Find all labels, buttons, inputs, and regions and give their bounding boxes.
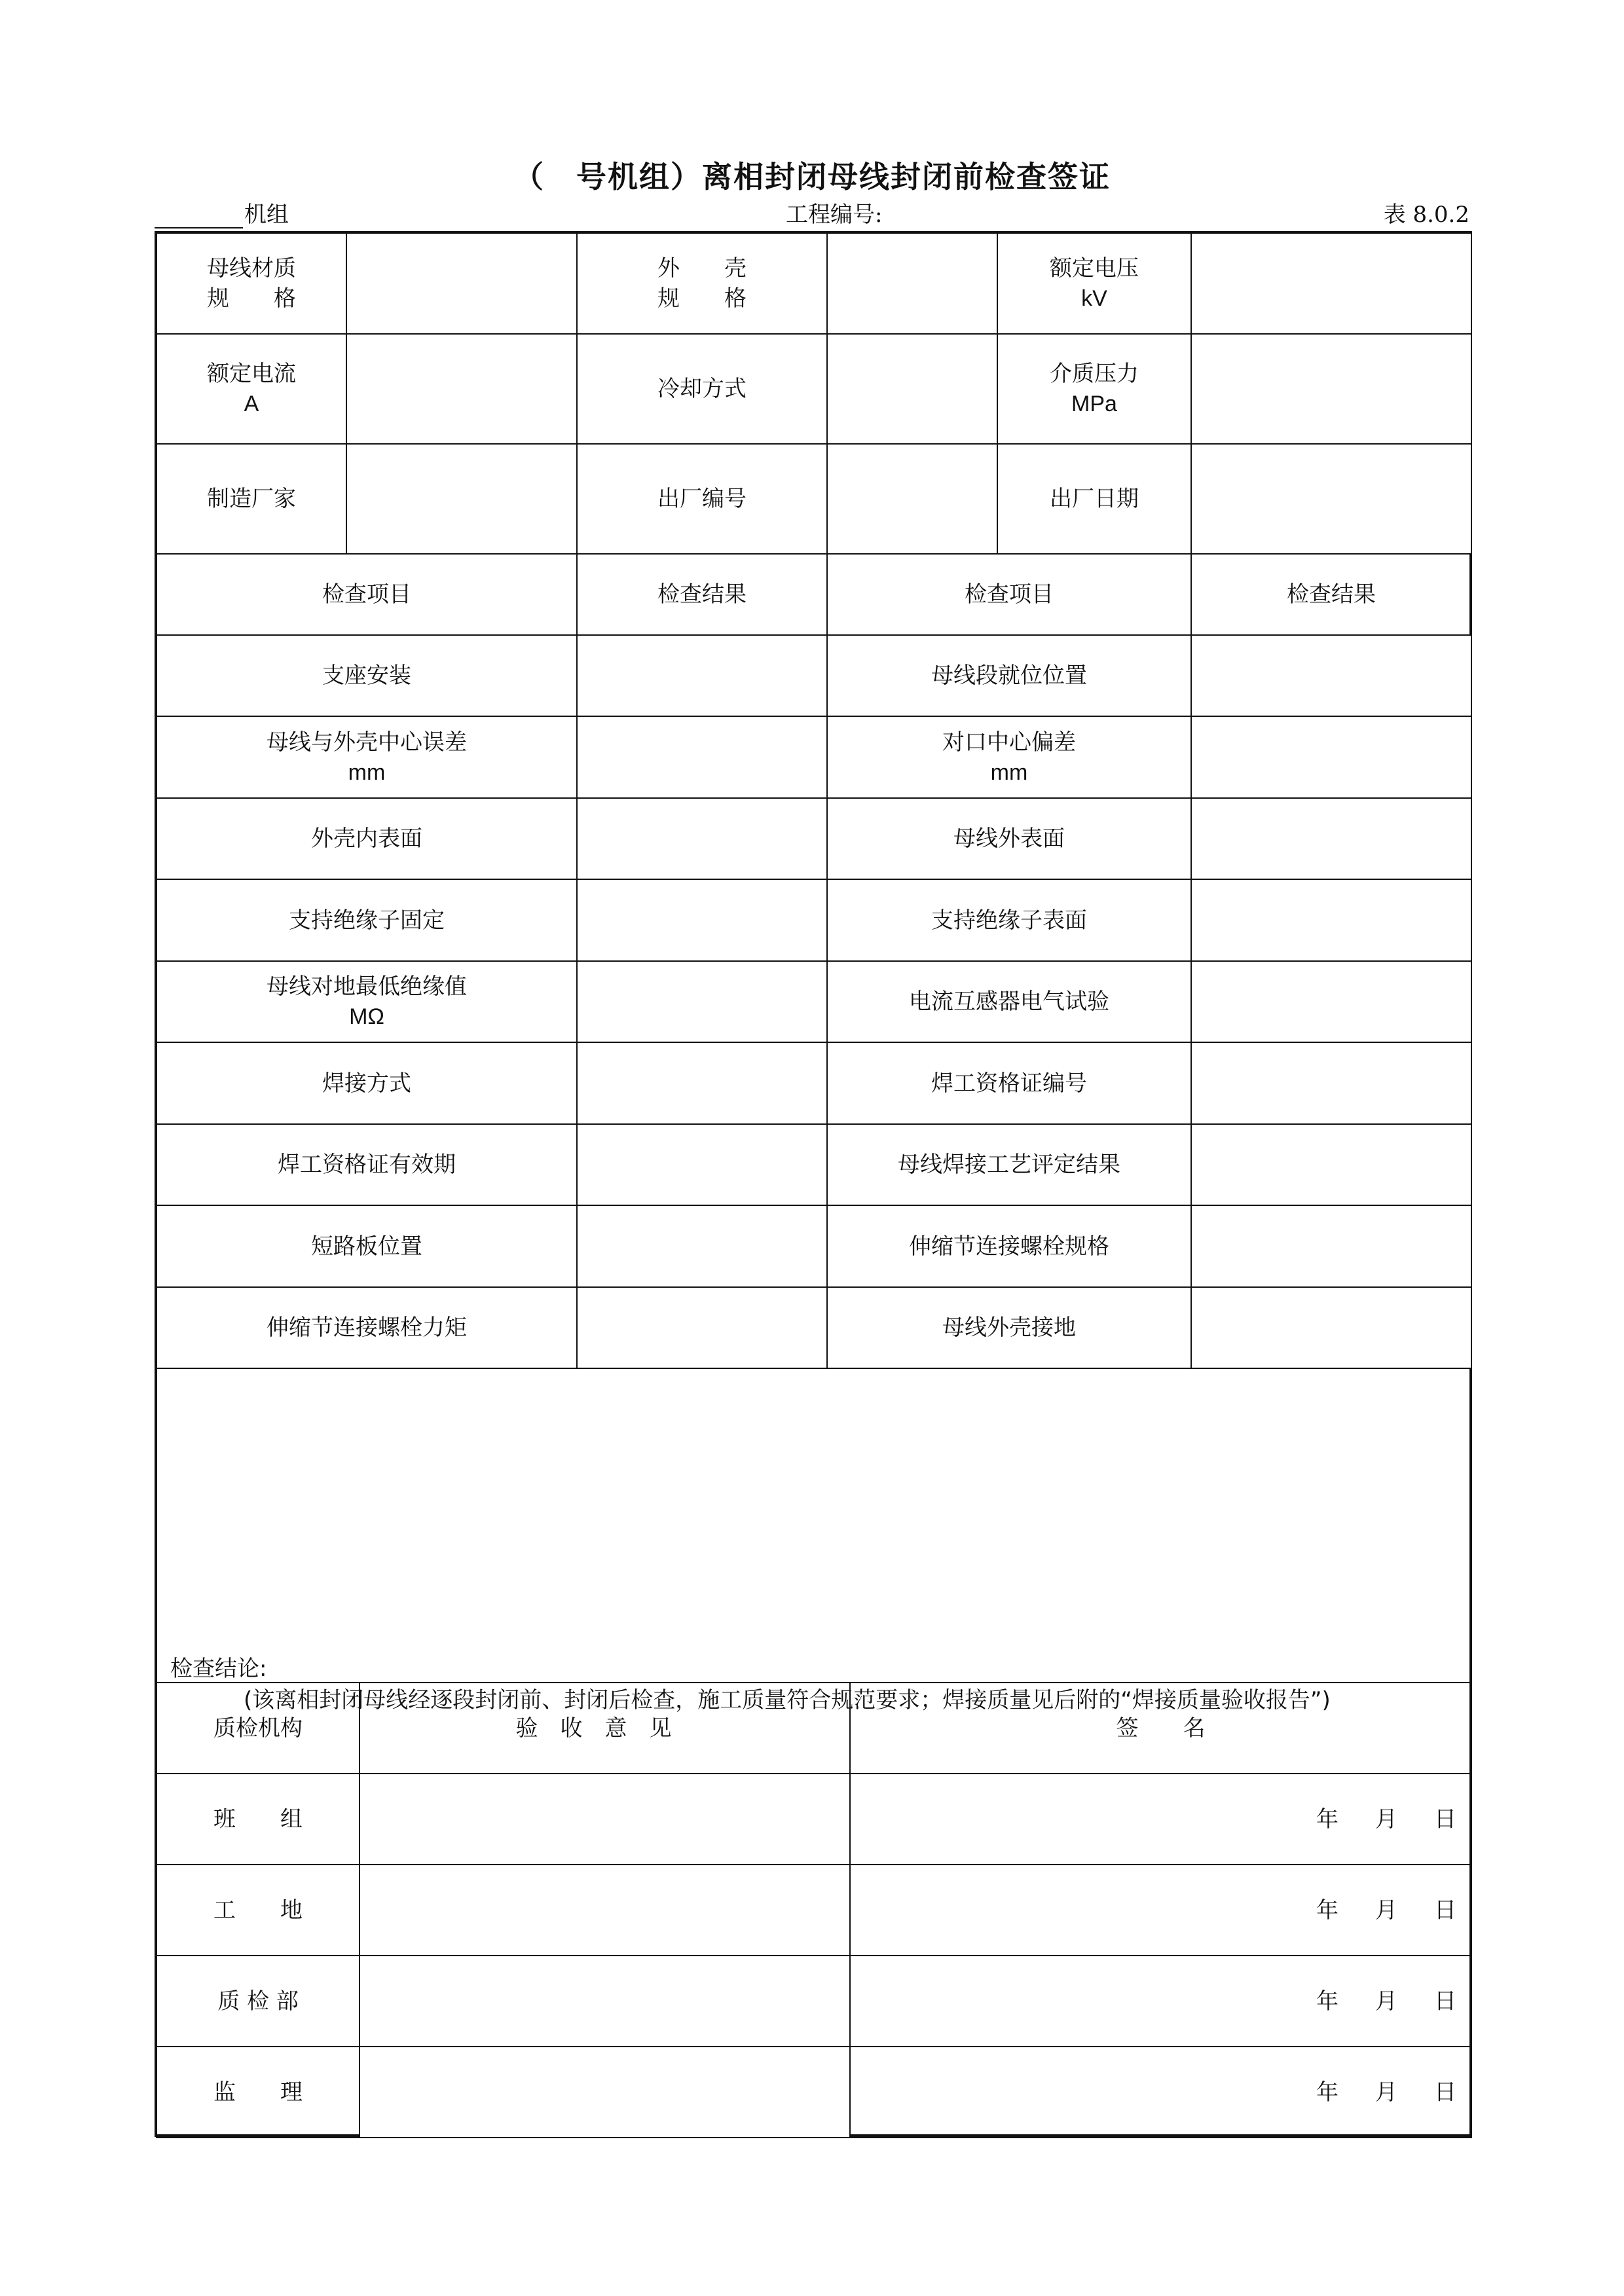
signoff-row [157,1774,1471,1865]
check-result-cell[interactable] [1191,635,1471,716]
check-item: 母线外表面 [827,798,1191,879]
check-result-cell[interactable] [577,1042,827,1124]
check-row [157,961,1471,1042]
check-result-cell[interactable] [1191,1205,1471,1287]
spec-label: 额定电压 kV [997,233,1191,334]
opinion-cell[interactable] [360,1774,850,1865]
opinion-cell[interactable] [360,1956,850,2047]
day-label: 日 [1434,1897,1456,1923]
check-item: 短路板位置 [157,1205,577,1287]
check-result-cell[interactable] [1191,879,1471,961]
spec-value-cell[interactable] [1191,444,1471,554]
month-label: 月 [1375,1897,1397,1923]
check-item: 母线外壳接地 [827,1287,1191,1368]
signoff-table [156,1682,1472,2138]
day-label: 日 [1434,1806,1456,1832]
check-result-header: 检查结果 [577,554,827,635]
spec-value-cell[interactable] [346,233,577,334]
signature-header: 签 名 [850,1683,1471,1774]
check-item-header: 检查项目 [157,554,577,635]
project-no-label: 工程编号: [786,202,883,228]
check-result-cell[interactable] [577,1205,827,1287]
check-item: 外壳内表面 [157,798,577,879]
spec-label: 介质压力 MPa [997,334,1191,444]
signoff-header-row [157,1683,1471,1774]
inspection-conclusion[interactable] [157,1373,1469,1713]
check-item: 焊工资格证编号 [827,1042,1191,1124]
spec-value-cell[interactable] [346,334,577,444]
opinion-header: 验收意见 [360,1683,850,1774]
check-item: 母线段就位位置 [827,635,1191,716]
spec-label: 冷却方式 [577,334,827,444]
signature-date-cell[interactable] [850,1774,1471,1865]
spec-row [157,444,1471,554]
day-label: 日 [1434,1988,1456,2014]
org-label: 质 检 部 [157,1956,360,2047]
spec-row [157,233,1471,334]
spec-value-cell[interactable] [827,444,997,554]
spec-value-cell[interactable] [827,233,997,334]
signature-date-cell[interactable] [850,1865,1471,1956]
spec-row [157,334,1471,444]
check-header-row [157,554,1471,635]
check-result-cell[interactable] [577,798,827,879]
check-result-cell[interactable] [577,1287,827,1368]
check-item-header: 检查项目 [827,554,1191,635]
inspection-form [155,231,1472,2137]
signature-date-cell[interactable] [850,1956,1471,2047]
check-item: 支持绝缘子固定 [157,879,577,961]
month-label: 月 [1375,1988,1397,2014]
signature-date-cell[interactable] [850,2047,1471,2138]
check-result-header: 检查结果 [1191,554,1471,635]
check-item: 电流互感器电气试验 [827,961,1191,1042]
table-number: 表 8.0.2 [1383,202,1469,228]
check-result-cell[interactable] [577,716,827,798]
year-label: 年 [1316,1897,1338,1923]
check-row [157,1287,1471,1368]
org-label: 工 地 [157,1865,360,1956]
spec-value-cell[interactable] [1191,233,1471,334]
document-title: （ 号机组）离相封闭母线封闭前检查签证 [513,159,1111,194]
spec-value-cell[interactable] [346,444,577,554]
unit-blank-line[interactable] [155,208,243,228]
check-row [157,798,1471,879]
org-header: 质检机构 [157,1683,360,1774]
check-result-cell[interactable] [1191,716,1471,798]
unit-label: 机组 [244,202,289,228]
signoff-row [157,1956,1471,2047]
check-item: 母线对地最低绝缘值 MΩ [157,961,577,1042]
check-item: 母线焊接工艺评定结果 [827,1124,1191,1205]
check-item: 焊工资格证有效期 [157,1124,577,1205]
check-result-cell[interactable] [1191,961,1471,1042]
spec-label: 出厂编号 [577,444,827,554]
check-item: 伸缩节连接螺栓力矩 [157,1287,577,1368]
check-item: 对口中心偏差 mm [827,716,1191,798]
check-result-cell[interactable] [577,635,827,716]
check-item: 母线与外壳中心误差 mm [157,716,577,798]
check-row [157,1124,1471,1205]
check-result-cell[interactable] [1191,798,1471,879]
check-row [157,879,1471,961]
year-label: 年 [1316,1806,1338,1832]
year-label: 年 [1316,1988,1338,2014]
check-result-cell[interactable] [577,879,827,961]
day-label: 日 [1434,2079,1456,2105]
spec-label: 制造厂家 [157,444,346,554]
month-label: 月 [1375,2079,1397,2105]
spec-label: 出厂日期 [997,444,1191,554]
spec-value-cell[interactable] [827,334,997,444]
year-label: 年 [1316,2079,1338,2105]
check-result-cell[interactable] [577,961,827,1042]
check-row [157,716,1471,798]
spec-label: 外 壳 规 格 [577,233,827,334]
signoff-row [157,1865,1471,1956]
conclusion-text: (该离相封闭母线经逐段封闭前、封闭后检查，施工质量符合规范要求；焊接质量见后附的“焊接质量验收报告”) [244,1687,1331,1713]
check-result-cell[interactable] [1191,1287,1471,1368]
check-row [157,635,1471,716]
spec-label: 额定电流 A [157,334,346,444]
check-item: 伸缩节连接螺栓规格 [827,1205,1191,1287]
org-label: 班 组 [157,1774,360,1865]
check-row [157,1042,1471,1124]
unit-field [155,196,289,228]
org-label: 监 理 [157,2047,360,2138]
check-result-cell[interactable] [1191,1042,1471,1124]
spec-value-cell[interactable] [1191,334,1471,444]
spec-label: 母线材质 规 格 [157,233,346,334]
opinion-cell[interactable] [360,1865,850,1956]
month-label: 月 [1375,1806,1397,1832]
check-item: 焊接方式 [157,1042,577,1124]
check-row [157,1205,1471,1287]
opinion-cell[interactable] [360,2047,850,2138]
check-result-cell[interactable] [1191,1124,1471,1205]
check-item: 支持绝缘子表面 [827,879,1191,961]
spec-and-check-table [156,232,1472,1369]
signoff-row [157,2047,1471,2138]
conclusion-label: 检查结论: [170,1656,267,1682]
check-item: 支座安装 [157,635,577,716]
check-result-cell[interactable] [577,1124,827,1205]
